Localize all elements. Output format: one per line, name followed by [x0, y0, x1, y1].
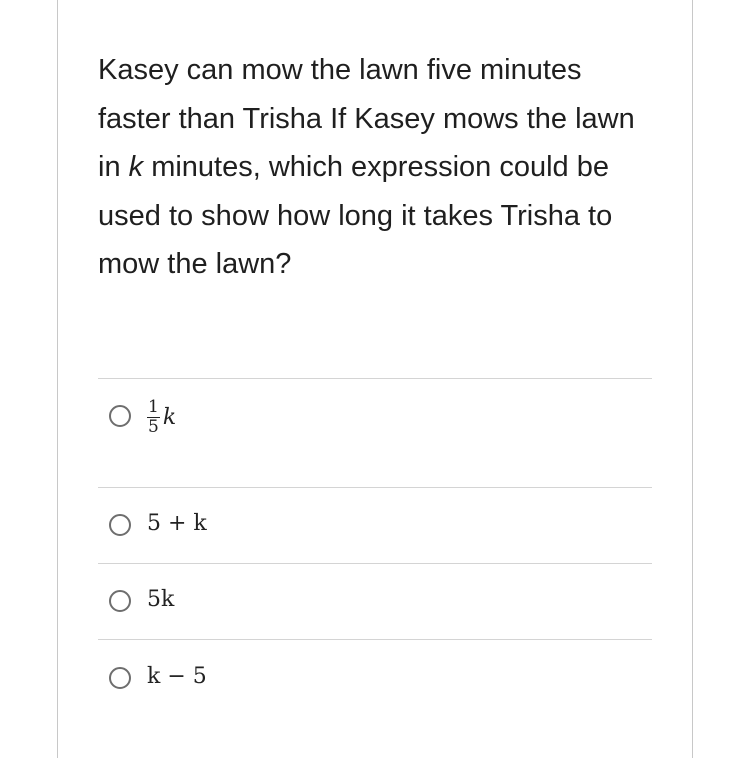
answer-option-3[interactable]	[98, 564, 652, 639]
fraction-denominator: 5	[148, 417, 159, 437]
question-text-part2: minutes, which expression could be used to show how long it takes Trisha to mow the lawn?	[98, 151, 613, 280]
answer-option-2[interactable]	[98, 488, 652, 563]
answer-option-1[interactable]	[98, 379, 652, 487]
fraction-variable: k	[162, 405, 177, 430]
radio-button[interactable]	[109, 667, 131, 689]
question-variable: k	[128, 151, 144, 183]
fraction-numerator: 1	[148, 397, 159, 417]
question-text-part1: Kasey can mow the lawn five minutes faster than Trisha If Kasey mows the lawn in	[98, 54, 635, 183]
radio-button[interactable]	[109, 514, 131, 536]
answer-expression-1	[147, 399, 176, 436]
answer-expression-2: 5 + k	[147, 511, 207, 536]
question-text	[98, 46, 643, 289]
radio-button[interactable]	[109, 405, 131, 427]
answer-expression-3: 5k	[147, 587, 175, 612]
radio-button[interactable]	[109, 590, 131, 612]
answer-option-4[interactable]	[98, 640, 652, 720]
fraction	[147, 399, 160, 436]
answer-expression-4: k − 5	[147, 664, 207, 689]
